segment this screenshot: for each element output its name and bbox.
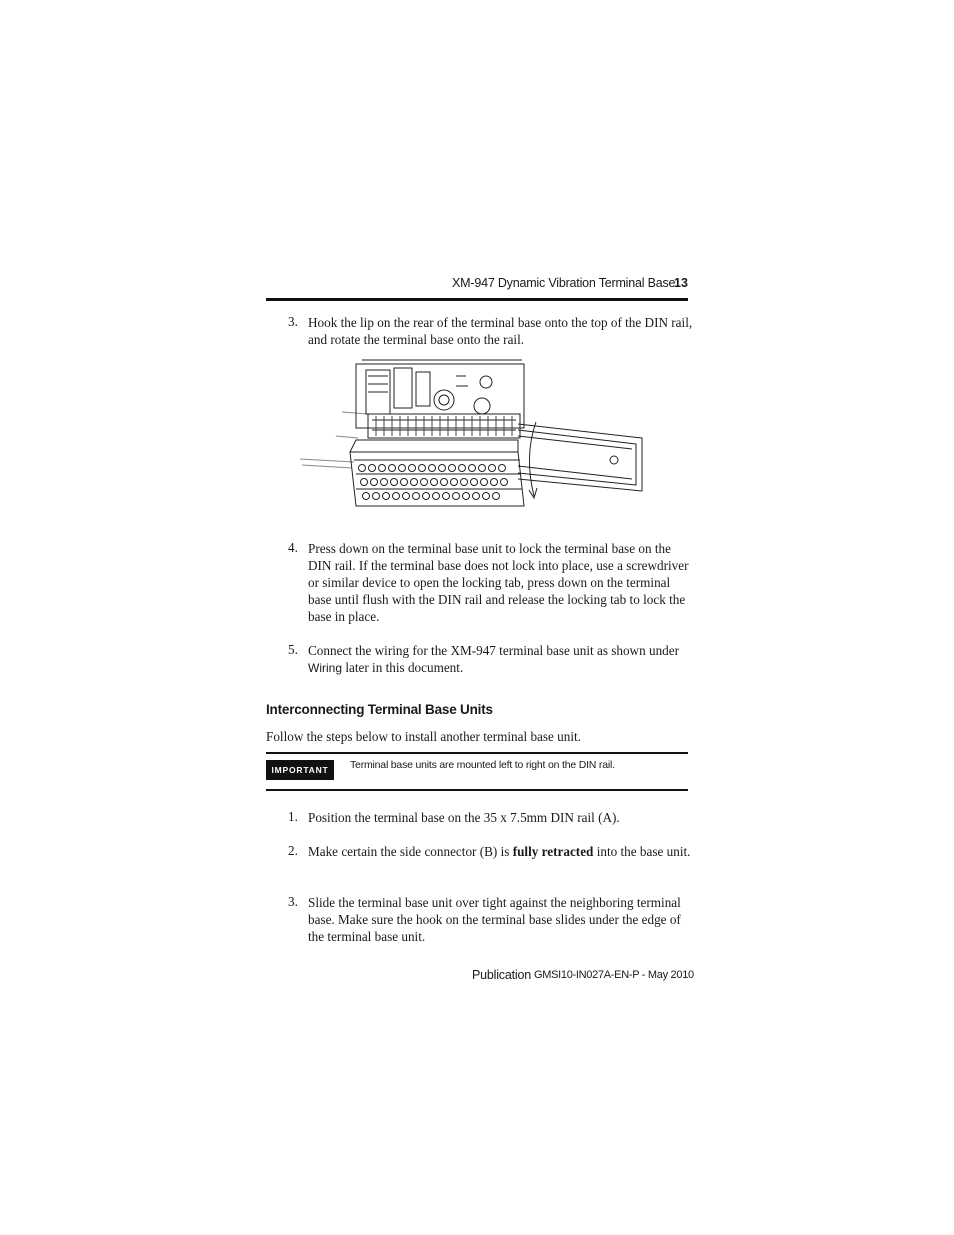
header-title: XM-947 Dynamic Vibration Terminal Base bbox=[452, 276, 676, 290]
important-top-rule bbox=[266, 752, 688, 754]
section-heading: Interconnecting Terminal Base Units bbox=[266, 702, 493, 717]
footer-publication-label: Publication bbox=[472, 968, 531, 982]
important-badge: IMPORTANT bbox=[266, 760, 334, 780]
step-number: 3. bbox=[288, 314, 298, 329]
step-text: Slide the terminal base unit over tight against the neighboring terminal base. Make sure the hook on the terminal base slides under the edge of the terminal base unit. bbox=[308, 895, 681, 944]
step-text bbox=[308, 642, 693, 677]
step-number: 2. bbox=[288, 843, 298, 858]
wiring-reference: Wiring bbox=[308, 661, 343, 675]
footer-publication-id: GMSI10-IN027A-EN-P - May 2010 bbox=[534, 969, 694, 981]
important-bottom-rule bbox=[266, 789, 688, 791]
step-number: 4. bbox=[288, 540, 298, 555]
step-text: Press down on the terminal base unit to lock the terminal base on the DIN rail. If the terminal base does not lock into place, use a screwdriver or similar device to open the locking tab, press down on the terminal base until flush with the DIN rail and release the locking tab to lock the base in place. bbox=[308, 541, 689, 624]
step-number: 5. bbox=[288, 642, 298, 657]
important-text: Terminal base units are mounted left to right on the DIN rail. bbox=[350, 759, 615, 771]
step-text: Hook the lip on the rear of the terminal base onto the top of the DIN rail, and rotate the terminal base onto the rail. bbox=[308, 315, 693, 347]
emphasis-text: fully retracted bbox=[512, 844, 594, 859]
step-text: Position the terminal base on the 35 x 7.5mm DIN rail (A). bbox=[308, 810, 620, 825]
step-text-after: into the base unit. bbox=[593, 844, 691, 859]
step-number: 3. bbox=[288, 894, 298, 909]
step-text-after: later in this document. bbox=[342, 660, 464, 675]
section-intro: Follow the steps below to install another terminal base unit. bbox=[266, 729, 581, 744]
header-rule bbox=[266, 298, 688, 301]
step-text-before: Make certain the side connector (B) is bbox=[308, 844, 513, 859]
step-number: 1. bbox=[288, 809, 298, 824]
terminal-base-din-rail-illustration bbox=[296, 356, 648, 514]
page-number: 13 bbox=[674, 276, 688, 290]
step-text-before: Connect the wiring for the XM-947 terminal base unit as shown under bbox=[308, 643, 680, 658]
step-text bbox=[308, 843, 693, 860]
